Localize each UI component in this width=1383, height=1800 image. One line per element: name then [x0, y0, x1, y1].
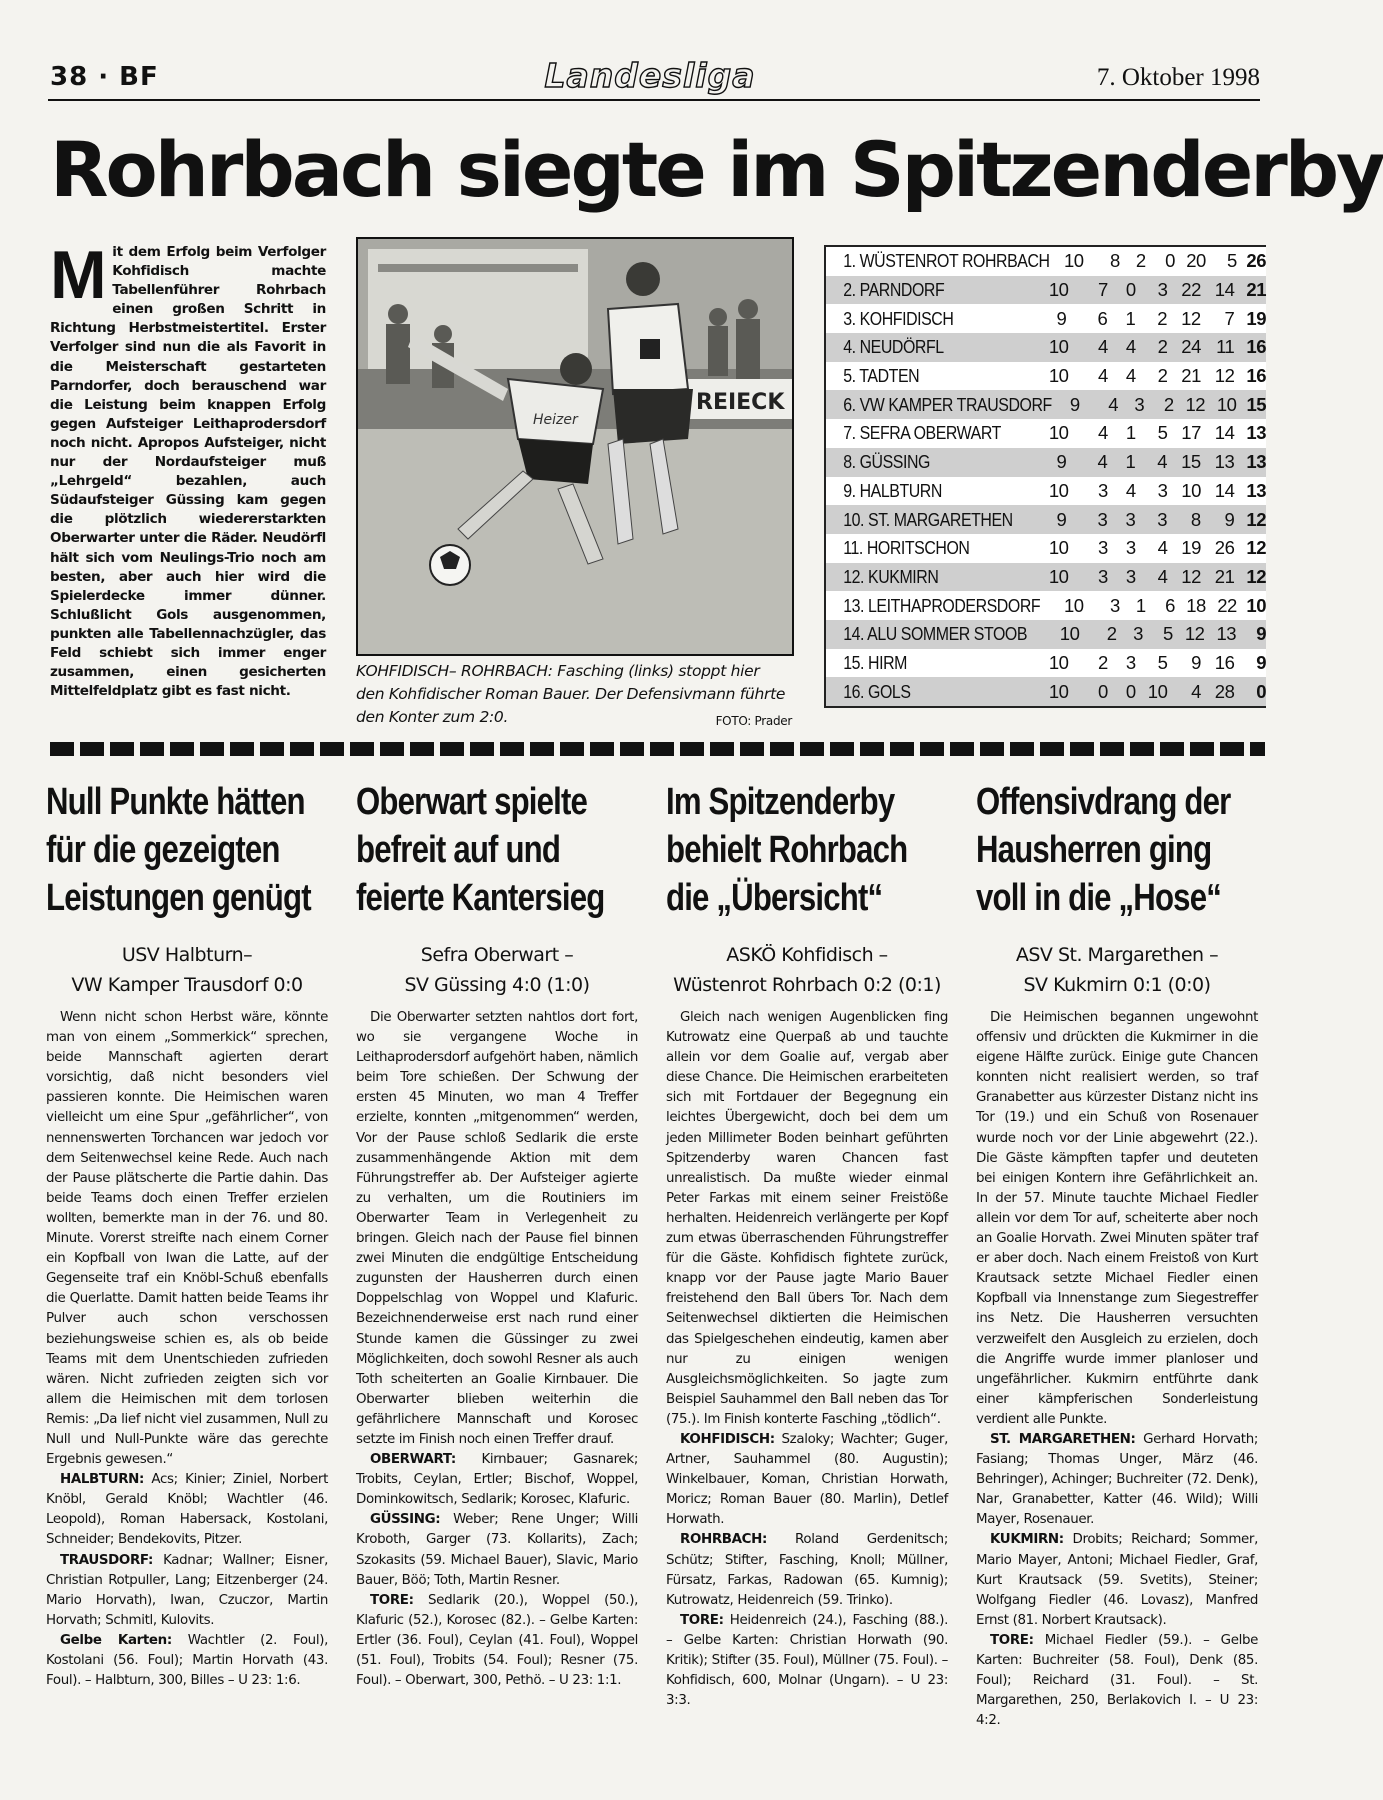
section-divider [50, 742, 1265, 756]
main-headline: Rohrbach siegte im Spitzenderby [50, 125, 1383, 214]
svg-text:Heizer: Heizer [533, 412, 578, 428]
stat-ga: 11 [1216, 336, 1235, 358]
stat-w: 4 [1098, 336, 1108, 358]
team-name: 9. HALBTURN [843, 479, 942, 501]
team-name: 15. HIRM [843, 651, 907, 673]
stat-gp: 10 [1048, 336, 1069, 358]
stat-pts: 13 [1246, 479, 1266, 501]
stat-d: 4 [1125, 479, 1136, 501]
stat-gf: 15 [1181, 451, 1201, 473]
stat-pts: 26 [1246, 250, 1266, 272]
stat-pts: 9 [1256, 651, 1266, 673]
photo-credit: FOTO: Prader [715, 714, 792, 728]
stat-l: 4 [1157, 451, 1168, 473]
stat-d: 1 [1125, 422, 1136, 444]
stat-d: 3 [1125, 651, 1136, 673]
lineup-away: GÜSSING: Weber; Rene Unger; Willi Kroboth, Garger (73. Kollarits), Zach; Szokasits (59. Michael Bauer), Slavic, Mario Bauer, Böö; Toth, Martin Resner. [356, 1512, 638, 1588]
team-name: 7. SEFRA OBERWART [843, 422, 1001, 444]
table-row [826, 448, 1266, 477]
stat-pts: 16 [1246, 336, 1266, 358]
table-row [826, 677, 1266, 706]
stat-pts: 9 [1256, 623, 1266, 645]
table-row [826, 333, 1266, 362]
match-teams-home: ASKÖ Kohfidisch – [726, 944, 888, 966]
table-row [826, 591, 1266, 620]
table-row [826, 649, 1266, 678]
stat-d: 4 [1125, 365, 1136, 387]
stat-w: 3 [1098, 537, 1108, 559]
table-row [826, 563, 1266, 592]
stat-gf: 9 [1191, 651, 1201, 673]
stat-l: 3 [1157, 279, 1168, 301]
stat-gp: 10 [1048, 365, 1069, 387]
team-name: 1. WÜSTENROT ROHRBACH [843, 250, 1050, 272]
stat-d: 3 [1125, 565, 1136, 587]
match-facts: TORE: Heidenreich (24.), Fasching (88.). – Gelbe Karten: Christian Horwath (90. Kritik); Stifter (35. Foul), Müllner (75. Foul). – Kohfidisch, 600, Molnar (Ungarn). – U 23: 3:3. [666, 1612, 948, 1709]
stat-ga: 13 [1216, 623, 1237, 645]
match-result [666, 940, 948, 1000]
stat-d: 4 [1125, 336, 1136, 358]
stat-w: 3 [1098, 565, 1108, 587]
lineup-away: TRAUSDORF: Kadnar; Wallner; Eisner, Christian Rotpuller, Lang; Eitzenberger (24. Mario Horvath), Iwan, Czuczor, Martin Horvath; Schmitl, Kulovits. [46, 1552, 328, 1628]
article-body [666, 1008, 948, 1711]
team-name: 6. VW KAMPER TRAUSDORF [843, 393, 1052, 415]
table-row [826, 247, 1266, 276]
team-name: 5. TADTEN [843, 365, 920, 387]
svg-text:REIECK: REIECK [696, 390, 785, 415]
team-name: 4. NEUDÖRFL [843, 336, 944, 358]
stat-gp: 10 [1048, 651, 1069, 673]
lineup-home: OBERWART: Kirnbauer; Gasnarek; Trobits, Ceylan, Ertler; Bischof, Woppel, Dominkowitsch, Sedlarik; Korosec, Klafuric. [356, 1452, 638, 1508]
table-row [826, 477, 1266, 506]
stat-w: 7 [1098, 279, 1108, 301]
stat-gf: 19 [1181, 537, 1201, 559]
stat-gf: 17 [1181, 422, 1201, 444]
team-name: 14. ALU SOMMER STOOB [843, 623, 1028, 645]
stat-gf: 21 [1181, 365, 1201, 387]
stat-gf: 4 [1191, 680, 1201, 702]
issue-date: 7. Oktober 1998 [1096, 64, 1260, 91]
stat-gp: 10 [1048, 680, 1069, 702]
article-text: Wenn nicht schon Herbst wäre, könnte man von einem „Sommerkick“ sprechen, beide Mannschaft agierten derart vorsichtig, daß nicht besonders viel passieren konnte. Die Heimischen waren vielleicht um eine Spur „gefährlicher“, von nennenswerten Torchancen war jedoch vor dem Seitenwechsel keine Rede. Auch nach der Pause plätscherte die Partie dahin. Das beide Teams doch einen Treffer erzielen wollten, bemerkte man in der 76. und 80. Minute. Vorerst streifte nach einem Corner ein Kopfball von Iwan die Latte, auf der Gegenseite traf ein Knöbl-Schuß ebenfalls die Querlatte. Damit hatten beide Teams ihr Pulver auch schon verschossen beziehungsweise schien es, als ob beide Teams mit dem Unentschieden zufrieden wären. Nicht zufrieden zeigten sich vor allem die Heimischen mit dem torlosen Remis: „Da lief nicht viel zusammen, Null zu Null und Null-Punkte wäre das gerechte Ergebnis gewesen.“ [46, 1010, 328, 1468]
stat-gp: 10 [1048, 537, 1069, 559]
stat-gf: 18 [1186, 594, 1206, 616]
match-result [356, 940, 638, 1000]
drop-cap: M [50, 237, 107, 313]
stat-ga: 28 [1214, 680, 1235, 702]
lead-text: it dem Erfolg beim Verfolger Kohfidisch machte Tabellenführer Rohrbach einen großen Schritt in Richtung Herbstmeistertitel. Erster Verfolger sind nun die als Favorit in die Meisterschaft gestarteten Parndorfer, doch berauschend war die Leistung beim knappen Erfolg gegen Aufsteiger Leithaprodersdorf noch nicht. Apropos Aufsteiger, nicht nur der Nordaufsteiger muß „Lehrgeld“ bezahlen, auch Südaufsteiger Güssing kam gegen die plötzlich wiedererstarkten Oberwarter unter die Räder. Neudörfl hält sich vom Neulings-Trio noch am besten, aber auch hier wird die Spielerdecke immer dünner. Schlußlicht Gols ausgenommen, punkten alle Tabellennachzügler, das Feld schiebt sich immer enger zusammen, einen gesicherten Mittelfeldplatz gibt es fast nicht. [50, 244, 326, 700]
table-row [826, 304, 1266, 333]
team-name: 8. GÜSSING [843, 451, 930, 473]
stat-ga: 10 [1216, 393, 1237, 415]
caption-text: KOHFIDISCH– ROHRBACH: Fasching (links) stoppt hier den Kohfidischer Roman Bauer. Der Defensivmann führte den Konter zum 2:0. [356, 662, 786, 726]
article-text: Gleich nach wenigen Augenblicken fing Kutrowatz eine Querpaß ab und tauchte allein vor dem Goalie auf, vergab aber diese Chance. Die Heimischen erarbeiteten sich mit Fortdauer der Begegnung ein leichtes Übergewicht, doch bei dem um jeden Millimeter Boden beinhart geführten Spitzenderby waren Chancen fast unrealistisch. Da mußte wieder einmal Peter Farkas mit einem seiner Freistöße herhalten. Heidenreich verlängerte per Kopf zum etwas überraschenden Führungstreffer für die Gäste. Kohfidisch fightete zurück, knapp vor der Pause jagte Mario Bauer freistehend den Ball übers Tor. Nach dem Seitenwechsel diktierten die Heimischen das Spielgeschehen eindeutig, kamen aber nur zu einigen wenigen Ausgleichsmöglichkeiten. So jagte zum Beispiel Sauhammel den Ball neben das Tor (75.). Im Finish konterte Fasching „tödlich“. [666, 1010, 948, 1427]
table-row [826, 534, 1266, 563]
match-facts: TORE: Michael Fiedler (59.). – Gelbe Karten: Buchreiter (58. Foul), Denk (85. Foul); Reichard (31. Foul). – St. Margarethen, 250, Berlakovich I. – U 23: 4:2. [976, 1632, 1258, 1729]
stat-w: 4 [1098, 365, 1108, 387]
stat-gp: 10 [1048, 422, 1069, 444]
stat-l: 0 [1165, 250, 1175, 272]
stat-pts: 15 [1246, 393, 1267, 415]
stat-ga: 14 [1214, 422, 1235, 444]
article-body [976, 1008, 1258, 1731]
stat-ga: 5 [1226, 250, 1237, 272]
stat-d: 2 [1135, 250, 1146, 272]
stat-l: 6 [1165, 594, 1175, 616]
stat-d: 3 [1134, 393, 1145, 415]
lineup-home: HALBTURN: Acs; Kinier; Ziniel, Norbert Knöbl, Gerald Knöbl; Wachtler (46. Leopold), Roman Habersack, Kostolani, Schneider; Bendekovits, Pitzer. [46, 1472, 328, 1548]
stat-d: 1 [1135, 594, 1146, 616]
stat-pts: 12 [1246, 537, 1266, 559]
stat-l: 3 [1157, 508, 1168, 530]
stat-pts: 19 [1246, 307, 1266, 329]
team-name: 13. LEITHAPRODERSDORF [843, 594, 1041, 616]
stat-ga: 14 [1214, 279, 1235, 301]
lineup-away: KUKMIRN: Drobits; Reichard; Sommer, Mario Mayer, Antoni; Michael Fiedler, Graf, Kurt Krautsack (59. Svetits), Steiner; Wolfgang Fiedler (46. Lovasz), Manfred Ernst (81. Norbert Krautsack). [976, 1532, 1258, 1628]
stat-d: 0 [1125, 680, 1136, 702]
stat-w: 2 [1098, 651, 1108, 673]
stat-pts: 13 [1246, 422, 1266, 444]
stat-l: 3 [1157, 479, 1168, 501]
lineup-home: KOHFIDISCH: Szaloky; Wachter; Guger, Artner, Sauhammel (80. Augustin); Winkelbauer, Koman, Christian Horwath, Moricz; Roman Bauer (80. Marlin), Detlef Horwath. [666, 1431, 948, 1528]
lineup-away: ROHRBACH: Roland Gerdenitsch; Schütz; Stifter, Fasching, Knoll; Müllner, Fürsatz, Farkas, Radowan (65. Kumnig); Kutrowatz, Heidenreich (59. Trinko). [666, 1532, 948, 1608]
stat-l: 5 [1162, 623, 1173, 645]
article-2 [356, 778, 638, 1691]
stat-gp: 9 [1056, 307, 1067, 329]
article-3 [666, 778, 948, 1711]
photo-caption [356, 660, 792, 733]
stat-d: 1 [1125, 451, 1136, 473]
table-row [826, 620, 1266, 649]
stat-gf: 12 [1185, 393, 1206, 415]
stat-w: 3 [1098, 479, 1108, 501]
stat-pts: 13 [1246, 451, 1266, 473]
stat-d: 3 [1125, 537, 1136, 559]
table-row [826, 276, 1266, 305]
stat-d: 3 [1133, 623, 1143, 645]
stat-ga: 13 [1214, 451, 1235, 473]
match-photo-image [358, 239, 792, 654]
section-title: Landesliga [544, 56, 756, 95]
article-text: Die Heimischen begannen ungewohnt offensiv und drückten die Kukmirner in die eigene Hälfte zurück. Einige gute Chancen konnten nicht realisiert werden, so traf Granabetter aus kürzester Distanz nicht ins Tor (19.) und ein Schuß von Rosenauer wurde noch vor der Linie abgewehrt (22.). Die Gäste kämpften tapfer und deuteten bei einigen Kontern ihre Gefährlichkeit an. In der 57. Minute tauchte Michael Fiedler allein vor dem Tor auf, scheiterte aber noch an Goalie Horvath. Zwei Minuten später traf er aber doch. Nach einem Freistoß von Kurt Krautsack setzte Michael Fiedler einen Kopfball via Innenstange zum Siegestreffer ins Netz. Die Hausherren versuchten verzweifelt den Ausgleich zu erzielen, doch die Angriffe wurde immer planloser und ungefährlicher. Kukmirn entführte dank einer kämpferischen Sonderleistung verdient alle Punkte. [976, 1010, 1258, 1427]
stat-w: 3 [1097, 508, 1108, 530]
stat-ga: 26 [1214, 537, 1235, 559]
match-teams-away: VW Kamper Trausdorf 0:0 [71, 974, 303, 996]
article-title: Im Spitzenderby behielt Rohrbach die „Übersicht“ [666, 781, 908, 919]
stat-l: 2 [1157, 365, 1168, 387]
table-row [826, 390, 1266, 419]
stat-gp: 10 [1048, 479, 1069, 501]
stat-w: 0 [1098, 680, 1108, 702]
article-body [356, 1008, 638, 1691]
stat-w: 4 [1097, 451, 1108, 473]
table-row [826, 419, 1266, 448]
article-body [46, 1008, 328, 1691]
team-name: 10. ST. MARGARETHEN [843, 508, 1013, 530]
stat-gp: 10 [1064, 594, 1084, 616]
team-name: 3. KOHFIDISCH [843, 307, 954, 329]
stat-pts: 0 [1256, 680, 1266, 702]
article-1 [46, 778, 328, 1691]
table-row [826, 505, 1266, 534]
stat-gp: 10 [1059, 623, 1080, 645]
stat-d: 0 [1125, 279, 1136, 301]
team-name: 16. GOLS [843, 680, 911, 702]
stat-l: 2 [1163, 393, 1174, 415]
stat-gf: 24 [1181, 336, 1201, 358]
stat-gf: 20 [1186, 250, 1206, 272]
stat-w: 6 [1097, 307, 1108, 329]
lineup-home: ST. MARGARETHEN: Gerhard Horvath; Fasiang; Thomas Unger, März (46. Behringer), Achinger; Buchreiter (72. Denk), Nar, Granabetter, Katter (46. Wild); Willi Mayer, Rosenauer. [976, 1431, 1258, 1528]
stat-w: 3 [1110, 594, 1120, 616]
stat-gf: 8 [1190, 508, 1201, 530]
stat-ga: 9 [1224, 508, 1235, 530]
stat-gf: 10 [1181, 479, 1201, 501]
article-title: Null Punkte hätten für die gezeigten Leistungen genügt [46, 781, 311, 919]
stat-d: 3 [1125, 508, 1136, 530]
stat-ga: 22 [1217, 594, 1237, 616]
match-result [976, 940, 1258, 1000]
match-teams-away: SV Güssing 4:0 (1:0) [404, 974, 590, 996]
header-rule [48, 99, 1260, 101]
stat-ga: 21 [1214, 565, 1235, 587]
stat-l: 5 [1157, 422, 1168, 444]
stat-ga: 7 [1224, 307, 1235, 329]
stat-l: 10 [1147, 680, 1168, 702]
stat-gf: 22 [1181, 279, 1201, 301]
article-4 [976, 778, 1258, 1731]
stat-gp: 9 [1056, 508, 1067, 530]
stat-gp: 10 [1048, 565, 1069, 587]
stat-pts: 16 [1246, 365, 1266, 387]
stat-pts: 12 [1246, 508, 1266, 530]
team-name: 11. HORITSCHON [843, 537, 970, 559]
stat-pts: 12 [1246, 565, 1266, 587]
stat-w: 4 [1098, 422, 1108, 444]
stat-w: 8 [1110, 250, 1120, 272]
stat-l: 4 [1157, 537, 1168, 559]
match-facts: TORE: Sedlarik (20.), Woppel (50.), Klafuric (52.), Korosec (82.). – Gelbe Karten: Ertler (36. Foul), Ceylan (41. Foul), Woppel (51. Foul), Trobits (54. Foul); Resner (75. Foul). – Oberwart, 300, Pethö. – U 23: 1:1. [356, 1592, 638, 1689]
stat-ga: 12 [1214, 365, 1235, 387]
stat-gf: 12 [1181, 565, 1201, 587]
team-name: 12. KUKMIRN [843, 565, 939, 587]
stat-pts: 10 [1246, 594, 1266, 616]
match-teams-away: SV Kukmirn 0:1 (0:0) [1023, 974, 1211, 996]
stat-gp: 9 [1069, 393, 1080, 415]
match-teams-home: ASV St. Margarethen – [1015, 944, 1219, 966]
stat-pts: 21 [1246, 279, 1266, 301]
match-teams-home: USV Halbturn– [121, 944, 253, 966]
stat-w: 4 [1108, 393, 1118, 415]
stat-l: 5 [1157, 651, 1168, 673]
stat-gp: 9 [1056, 451, 1067, 473]
standings-table [824, 245, 1266, 708]
table-row [826, 362, 1266, 391]
stat-gf: 12 [1181, 307, 1201, 329]
match-photo [356, 237, 794, 656]
match-facts: Gelbe Karten: Wachtler (2. Foul), Kostolani (56. Foul); Martin Horvath (43. Foul). – Halbturn, 300, Billes – U 23: 1:6. [46, 1632, 328, 1689]
stat-l: 2 [1157, 336, 1168, 358]
page-number: 38 · BF [50, 62, 159, 92]
stat-l: 2 [1157, 307, 1168, 329]
article-title: Offensivdrang der Hausherren ging voll in die „Hose“ [976, 781, 1231, 919]
lead-paragraph [50, 237, 326, 701]
stat-w: 2 [1106, 623, 1117, 645]
stat-gf: 12 [1184, 623, 1205, 645]
match-teams-away: Wüstenrot Rohrbach 0:2 (0:1) [673, 974, 941, 996]
article-text: Die Oberwarter setzten nahtlos dort fort, wo sie vergangene Woche in Leithaprodersdorf aufgehört haben, nämlich beim Tore schießen. Der Schwung der ersten 45 Minuten, wo man 4 Treffer erzielte, konnten „mitgenommen“ werden, Vor der Pause schloß Sedlarik die erste zusammenhängende Aktion mit dem Führungstreffer ab. Der Aufsteiger agierte zu verhalten, um die Routiniers im Oberwarter Team in Verlegenheit zu bringen. Gleich nach der Pause fiel binnen zwei Minuten die endgültige Entscheidung zugunsten der Hausherren durch einen Doppelschlag von Woppel und Klafuric. Bezeichnenderweise erst nach rund einer Stunde kamen die Güssinger zu zwei Möglichkeiten, doch sowohl Resner als auch Toth scheiterten an Goalie Kirnbauer. Die Oberwarter blieben weiterhin die gefährlichere Mannschaft und Korosec setzte im Finish noch einen Treffer drauf. [356, 1010, 639, 1447]
match-teams-home: Sefra Oberwart – [420, 944, 574, 966]
stat-gp: 10 [1048, 279, 1069, 301]
stat-gp: 10 [1064, 250, 1084, 272]
article-title: Oberwart spielte befreit auf und feierte Kantersieg [356, 781, 605, 919]
stat-ga: 16 [1214, 651, 1235, 673]
stat-d: 1 [1125, 307, 1136, 329]
stat-l: 4 [1157, 565, 1168, 587]
match-result [46, 940, 328, 1000]
stat-ga: 14 [1214, 479, 1235, 501]
team-name: 2. PARNDORF [843, 279, 945, 301]
